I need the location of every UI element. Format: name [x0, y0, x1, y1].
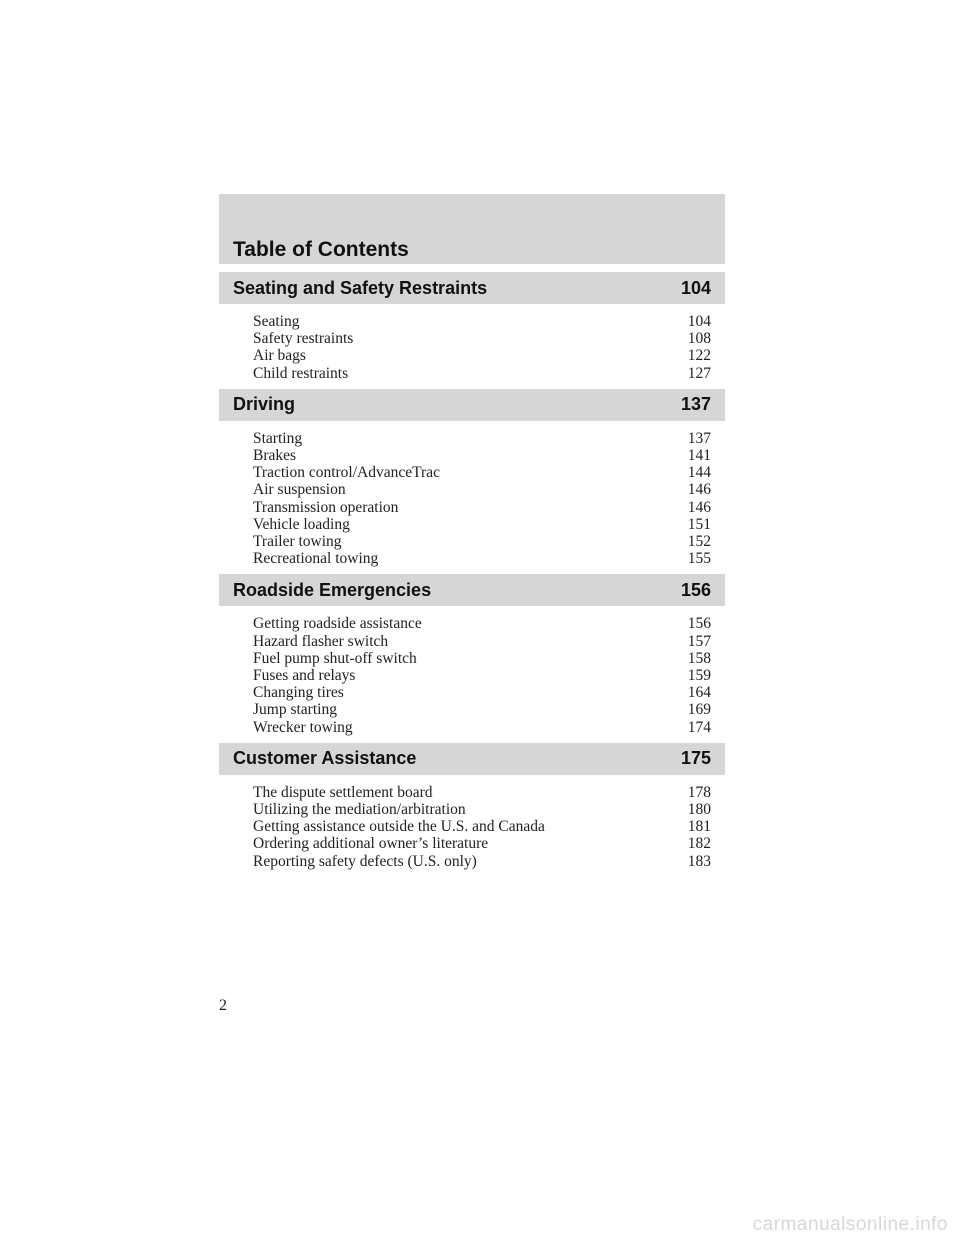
entry-label: Fuses and relays: [253, 667, 356, 685]
toc-entry[interactable]: [253, 481, 711, 498]
section-page: 156: [680, 579, 711, 600]
page-number: 2: [219, 997, 227, 1014]
toc-entry[interactable]: [253, 447, 711, 464]
entry-page: 144: [687, 464, 711, 482]
entry-label: Vehicle loading: [253, 515, 350, 533]
entry-page: 181: [687, 818, 711, 836]
section-header[interactable]: [219, 743, 725, 775]
entry-label: Hazard flasher switch: [253, 632, 389, 650]
entry-page: 157: [687, 632, 711, 650]
toc-entry[interactable]: [253, 516, 711, 533]
entry-label: Traction control/AdvanceTrac: [253, 464, 440, 482]
entry-label: Air suspension: [253, 481, 346, 499]
entry-label: Changing tires: [253, 684, 344, 702]
entry-page: 169: [687, 701, 711, 719]
toc-section: [219, 574, 725, 742]
toc-entry[interactable]: [253, 801, 711, 818]
entry-label: Transmission operation: [253, 498, 399, 516]
toc-entry[interactable]: [253, 667, 711, 684]
toc-entry[interactable]: [253, 464, 711, 481]
section-header[interactable]: [219, 389, 725, 421]
toc-entry[interactable]: [253, 499, 711, 516]
toc-entry[interactable]: [253, 313, 711, 330]
section-title: Seating and Safety Restraints: [233, 277, 488, 298]
toc-entry[interactable]: [253, 633, 711, 650]
entry-label: Recreational towing: [253, 550, 379, 568]
toc-header-band: [219, 194, 725, 264]
entry-page: 183: [687, 852, 711, 870]
entry-label: Getting roadside assistance: [253, 615, 422, 633]
entry-label: Reporting safety defects (U.S. only): [253, 852, 477, 870]
toc-entry[interactable]: [253, 818, 711, 835]
toc-entry[interactable]: [253, 365, 711, 382]
entry-label: Air bags: [253, 347, 306, 365]
entry-page: 152: [687, 533, 711, 551]
entry-label: Utilizing the mediation/arbitration: [253, 801, 466, 819]
toc-entry[interactable]: [253, 684, 711, 701]
entry-page: 151: [687, 515, 711, 533]
entry-page: 146: [687, 498, 711, 516]
section-title: Roadside Emergencies: [233, 579, 432, 600]
entry-page: 180: [687, 801, 711, 819]
entry-label: Child restraints: [253, 364, 349, 382]
toc-entry[interactable]: [253, 533, 711, 550]
table-of-contents: [219, 272, 725, 877]
section-page: 137: [680, 394, 711, 415]
entry-page: 156: [687, 615, 711, 633]
entry-list: [219, 606, 725, 742]
entry-page: 104: [687, 313, 711, 330]
entry-page: 141: [687, 447, 711, 465]
entry-list: [219, 304, 725, 389]
toc-entry[interactable]: [253, 784, 711, 801]
entry-label: Jump starting: [253, 701, 337, 719]
entry-page: 159: [687, 667, 711, 685]
toc-entry[interactable]: [253, 853, 711, 870]
entry-page: 174: [687, 718, 711, 736]
entry-label: Trailer towing: [253, 533, 342, 551]
entry-page: 108: [687, 330, 711, 348]
entry-label: Ordering additional owner’s literature: [253, 835, 489, 853]
entry-label: Fuel pump shut-off switch: [253, 649, 417, 667]
entry-page: 127: [687, 364, 711, 382]
entry-page: 182: [687, 835, 711, 853]
entry-label: Seating: [253, 313, 300, 330]
entry-page: 137: [687, 429, 711, 447]
toc-entry[interactable]: [253, 719, 711, 736]
toc-entry[interactable]: [253, 330, 711, 347]
entry-label: Starting: [253, 429, 303, 447]
toc-entry[interactable]: [253, 430, 711, 447]
entry-label: Brakes: [253, 447, 297, 465]
entry-page: 146: [687, 481, 711, 499]
toc-section: [219, 743, 725, 877]
section-page: 175: [680, 748, 711, 769]
watermark-text: carmanualsonline.info: [752, 1214, 948, 1235]
entry-page: 164: [687, 684, 711, 702]
entry-label: Getting assistance outside the U.S. and Canada: [253, 818, 545, 836]
toc-section: [219, 272, 725, 389]
entry-page: 122: [687, 347, 711, 365]
page-title: Table of Contents: [233, 238, 409, 261]
section-header[interactable]: [219, 574, 725, 606]
entry-page: 178: [687, 783, 711, 801]
toc-entry[interactable]: [253, 550, 711, 567]
toc-entry[interactable]: [253, 650, 711, 667]
toc-entry[interactable]: [253, 615, 711, 632]
toc-entry[interactable]: [253, 347, 711, 364]
entry-page: 158: [687, 649, 711, 667]
toc-entry[interactable]: [253, 835, 711, 852]
entry-list: [219, 421, 725, 575]
entry-page: 155: [687, 550, 711, 568]
section-header[interactable]: [219, 272, 725, 304]
entry-list: [219, 775, 725, 877]
toc-entry[interactable]: [253, 701, 711, 718]
section-page: 104: [680, 277, 711, 298]
section-title: Customer Assistance: [233, 748, 417, 769]
entry-label: The dispute settlement board: [253, 783, 433, 801]
toc-section: [219, 389, 725, 575]
entry-label: Safety restraints: [253, 330, 354, 348]
entry-label: Wrecker towing: [253, 718, 353, 736]
section-title: Driving: [233, 394, 296, 415]
